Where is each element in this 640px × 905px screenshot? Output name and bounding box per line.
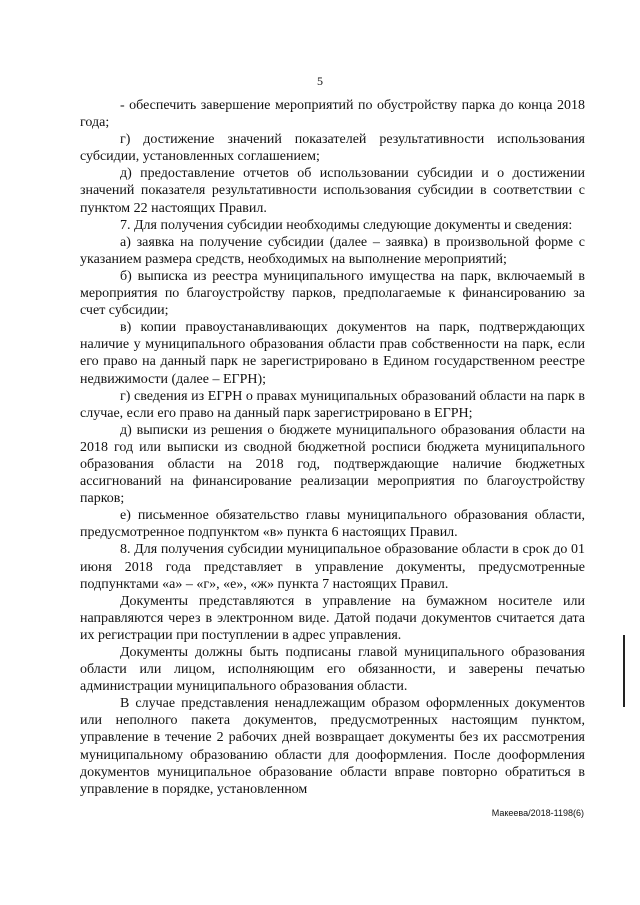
paragraph-item-d-reports: д) предоставление отчетов об использовании субсидии и о достижении значений показателя результативности использования субсидии в соответствии с пунктом 22 настоящих Правил.: [80, 166, 585, 216]
footer-document-code: Макеева/2018-1198(6): [491, 808, 584, 818]
scan-margin-line: [623, 635, 625, 707]
page-number: 5: [317, 74, 323, 88]
paragraph-item-e-obligation: е) письменное обязательство главы муниципального образования области, предусмотренное подпунктом «в» пункта 6 настоящих Правил.: [80, 508, 585, 541]
paragraph-improper-documents: В случае представления ненадлежащим образом оформленных документов или неполного пакета документов, предусмотренных настоящим пунктом, управление в течение 2 рабочих дней возвращает документы без их рассмотрения муниципальному образованию области для дооформления. После дооформления документов муниципальное образование области вправе повторно обратиться в управление в порядке, установленном: [80, 696, 585, 797]
paragraph-item-g-egrn: г) сведения из ЕГРН о правах муниципальных образований области на парк в случае, если его право на данный парк зарегистрировано в ЕГРН;: [80, 388, 585, 421]
paragraph-completion-deadline: - обеспечить завершение мероприятий по обустройству парка до конца 2018 года;: [80, 98, 585, 131]
paragraph-clause-8: 8. Для получения субсидии муниципальное образование области в срок до 01 июня 2018 года представляет в управление документы, предусмотренные подпунктами «а» – «г», «е», «ж» пункта 7 настоящих Правил.: [80, 542, 585, 592]
paragraph-clause-7: 7. Для получения субсидии необходимы следующие документы и сведения:: [120, 217, 573, 233]
paragraph-item-g-indicators: г) достижение значений показателей результативности использования субсидии, установленных соглашением;: [80, 132, 585, 165]
paragraph-item-v-title-documents: в) копии правоустанавливающих документов на парк, подтверждающих наличие у муниципального образования области прав собственности на парк, если его право на данный парк не зарегистрировано в Едином государственном реестре недвижимости (далее – ЕГРН);: [80, 320, 585, 387]
paragraph-item-d-budget-extracts: д) выписки из решения о бюджете муниципального образования области на 2018 год или выписки из сводной бюджетной росписи бюджета муниципального образования области на 2018 год, подтверждающие наличие бюджетных ассигнований на финансирование реализации мероприятия по благоустройству парков;: [80, 422, 585, 507]
paragraph-submission: Документы представляются в управление на бумажном носителе или направляются через в электронном виде. Датой подачи документов считается дата их регистрации при поступлении в адрес управления.: [80, 593, 585, 643]
paragraph-item-b-registry-extract: б) выписка из реестра муниципального имущества на парк, включаемый в мероприятия по благоустройству парков, предполагаемые к финансированию за счет субсидии;: [80, 268, 585, 319]
paragraph-item-a-application: а) заявка на получение субсидии (далее – заявка) в произвольной форме с указанием размера средств, необходимых на выполнение мероприятий;: [80, 234, 585, 267]
paragraph-signatures: Документы должны быть подписаны главой муниципального образования области или лицом, исполняющим его обязанности, и заверены печатью администрации муниципального образования области.: [80, 645, 585, 695]
document-body: [80, 97, 585, 798]
